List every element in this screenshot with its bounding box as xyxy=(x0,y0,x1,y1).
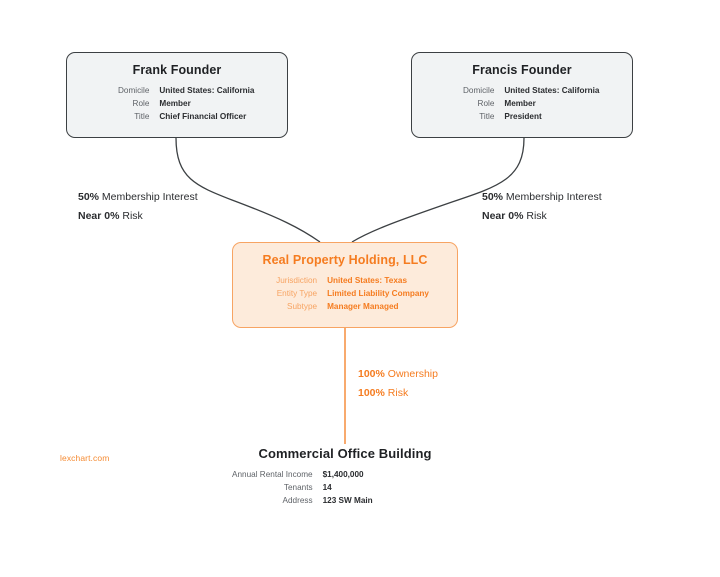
attribute-key: Jurisdiction xyxy=(276,276,318,285)
attribute-row xyxy=(67,97,287,110)
edge-label-company-to-asset xyxy=(358,365,438,403)
attribute-value: Member xyxy=(504,99,536,108)
attribute-value: 123 SW Main xyxy=(322,496,373,505)
edge-label-text: Ownership xyxy=(384,368,438,380)
node-commercial-office-building-title: Commercial Office Building xyxy=(258,446,432,461)
attribute-value: Manager Managed xyxy=(327,302,399,311)
attribute-value: Limited Liability Company xyxy=(327,289,429,298)
node-francis-founder-box[interactable] xyxy=(411,52,633,138)
attribute-row xyxy=(233,274,457,287)
attribute-value: United States: Texas xyxy=(327,276,408,285)
node-frank-founder-title: Frank Founder xyxy=(132,63,222,77)
edge-label-percent: Near 0% xyxy=(482,210,524,222)
attribute-key: Title xyxy=(479,112,495,121)
attribute-row xyxy=(205,481,485,494)
edge-label-frank-to-company xyxy=(78,188,198,226)
attribute-key: Role xyxy=(477,99,495,108)
node-real-property-holding-title: Real Property Holding, LLC xyxy=(262,253,428,267)
attribute-key: Domicile xyxy=(462,86,495,95)
node-frank-founder[interactable] xyxy=(66,52,288,138)
edge-label-text: Risk xyxy=(384,387,409,399)
edge-label-percent: 50% xyxy=(78,191,100,203)
attribute-row xyxy=(205,468,485,481)
node-francis-founder-title: Francis Founder xyxy=(472,63,572,77)
attribute-value: United States: California xyxy=(504,86,600,95)
attribute-row xyxy=(67,84,287,97)
edge-label-percent: 100% xyxy=(358,368,385,380)
attribute-row xyxy=(412,97,632,110)
edge-label-line-2 xyxy=(78,207,198,226)
node-real-property-holding-attributes xyxy=(233,274,457,313)
attribute-key: Address xyxy=(282,496,313,505)
edge-label-text: Risk xyxy=(523,210,547,222)
edge-label-francis-to-company xyxy=(482,188,602,226)
attribute-row xyxy=(233,287,457,300)
attribute-key: Annual Rental Income xyxy=(232,470,313,479)
attribute-key: Tenants xyxy=(283,483,313,492)
edge-label-text: Membership Interest xyxy=(503,191,602,203)
node-frank-founder-box[interactable] xyxy=(66,52,288,138)
node-francis-founder-attributes xyxy=(412,84,632,123)
node-real-property-holding[interactable] xyxy=(232,242,458,328)
attribute-row xyxy=(412,84,632,97)
attribute-key: Entity Type xyxy=(276,289,318,298)
edge-label-percent: 50% xyxy=(482,191,504,203)
attribute-row xyxy=(412,110,632,123)
attribute-row xyxy=(67,110,287,123)
watermark-lexchart[interactable]: lexchart.com xyxy=(60,453,110,463)
attribute-key: Domicile xyxy=(117,86,150,95)
attribute-key: Role xyxy=(132,99,150,108)
attribute-key: Subtype xyxy=(287,302,318,311)
attribute-value: Member xyxy=(159,99,191,108)
node-real-property-holding-box[interactable] xyxy=(232,242,458,328)
edge-label-text: Risk xyxy=(119,210,143,222)
attribute-value: $1,400,000 xyxy=(322,470,364,479)
attribute-row xyxy=(205,494,485,507)
edge-label-text: Membership Interest xyxy=(99,191,198,203)
attribute-key: Title xyxy=(134,112,150,121)
edge-label-percent: 100% xyxy=(358,387,385,399)
edge-label-line-2 xyxy=(358,384,438,403)
node-commercial-office-building[interactable] xyxy=(205,446,485,507)
node-francis-founder[interactable] xyxy=(411,52,633,138)
node-frank-founder-attributes xyxy=(67,84,287,123)
attribute-row xyxy=(233,300,457,313)
edge-label-percent: Near 0% xyxy=(78,210,120,222)
attribute-value: 14 xyxy=(322,483,332,492)
edge-label-line-2 xyxy=(482,207,602,226)
attribute-value: Chief Financial Officer xyxy=(159,112,247,121)
edge-label-line-1 xyxy=(358,365,438,384)
edge-label-line-1 xyxy=(482,188,602,207)
attribute-value: President xyxy=(504,112,542,121)
edge-label-line-1 xyxy=(78,188,198,207)
attribute-value: United States: California xyxy=(159,86,255,95)
node-commercial-office-building-attributes xyxy=(205,468,485,507)
